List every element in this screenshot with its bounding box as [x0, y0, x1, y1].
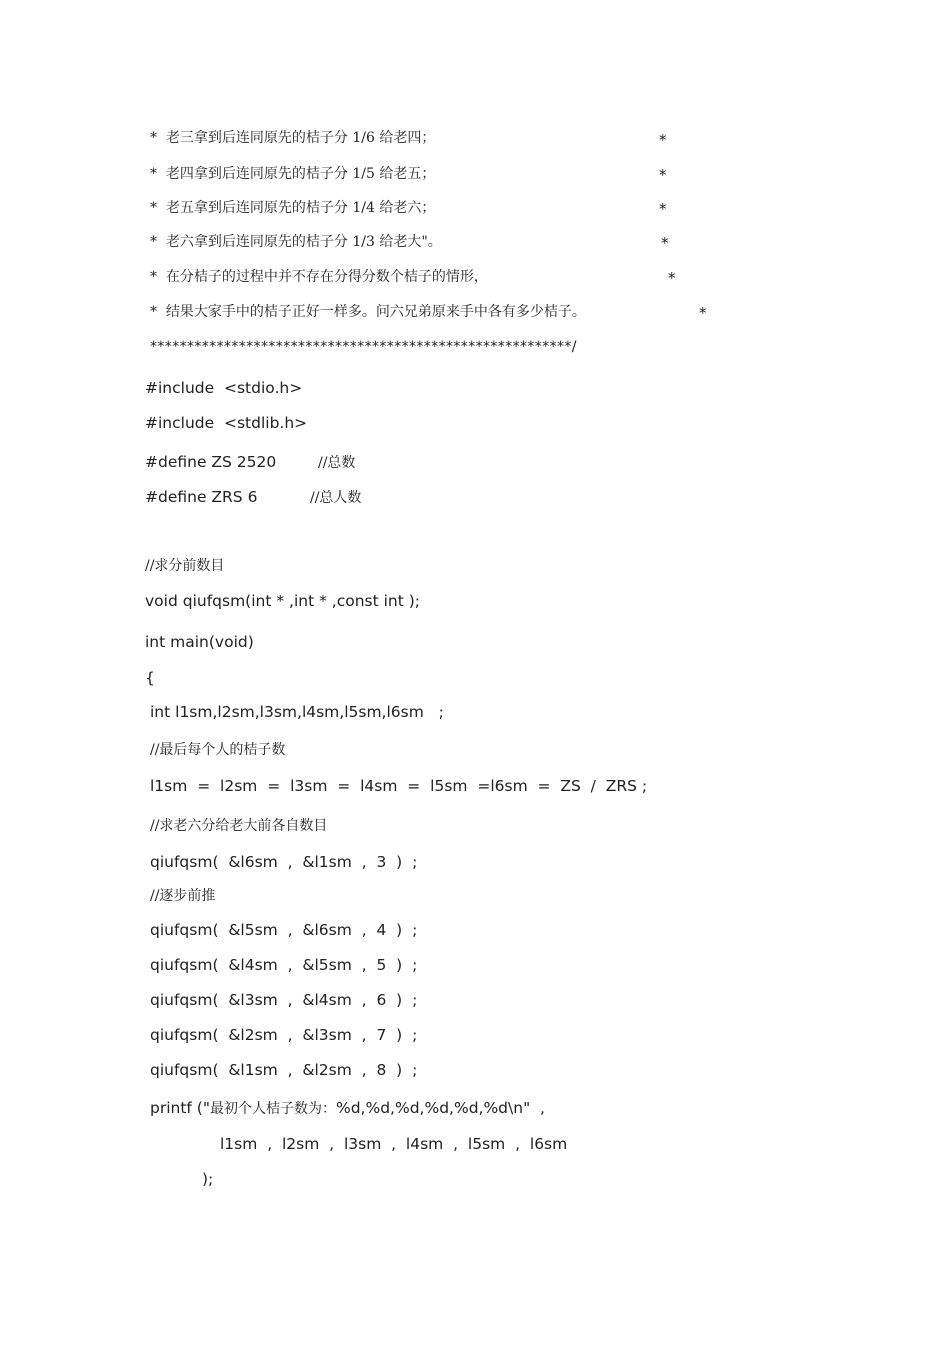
code-printf: [150, 1098, 545, 1119]
comment-star: *: [659, 200, 667, 218]
comment-star: *: [661, 234, 669, 252]
code-include-stdio: #include <stdio.h>: [145, 379, 303, 397]
code-call-2: qiufqsm( &l5sm , &l6sm , 4 ) ;: [150, 921, 418, 939]
code-define-zs: #define ZS 2520: [145, 453, 277, 471]
comment-line: * 在分桔子的过程中并不存在分得分数个桔子的情形，: [150, 269, 488, 285]
comment-line: * 老五拿到后连同原先的桔子分 1/4 给老六；: [150, 200, 436, 216]
code-main-signature: int main(void): [145, 633, 254, 651]
code-comment-step: //逐步前推: [150, 888, 216, 904]
code-define-zs-comment: //总数: [318, 455, 356, 471]
printf-chinese: 最初个人桔子数为：: [209, 1101, 336, 1117]
code-call-3: qiufqsm( &l4sm , &l5sm , 5 ) ;: [150, 956, 418, 974]
comment-line: * 老三拿到后连同原先的桔子分 1/6 给老四；: [150, 130, 436, 146]
code-comment-qiufqsm: //求分前数目: [145, 558, 225, 574]
code-call-6: qiufqsm( &l1sm , &l2sm , 8 ) ;: [150, 1061, 418, 1079]
code-include-stdlib: #include <stdlib.h>: [145, 414, 308, 432]
comment-star: *: [659, 166, 667, 184]
code-comment-last: //最后每个人的桔子数: [150, 742, 286, 758]
code-printf-args: l1sm , l2sm , l3sm , l4sm , l5sm , l6sm: [220, 1135, 568, 1153]
comment-closing: *********************************************************/: [150, 339, 577, 355]
code-call-4: qiufqsm( &l3sm , &l4sm , 6 ) ;: [150, 991, 418, 1009]
code-define-zrs-comment: //总人数: [310, 490, 362, 506]
code-call-5: qiufqsm( &l2sm , &l3sm , 7 ) ;: [150, 1026, 418, 1044]
code-call-1: qiufqsm( &l6sm , &l1sm , 3 ) ;: [150, 853, 418, 871]
comment-line: * 老四拿到后连同原先的桔子分 1/5 给老五；: [150, 166, 436, 182]
code-declaration: int l1sm,l2sm,l3sm,l4sm,l5sm,l6sm ;: [150, 703, 444, 721]
code-close-paren: );: [202, 1170, 214, 1188]
printf-start: printf (": [150, 1099, 210, 1117]
code-prototype: void qiufqsm(int * ,int * ,const int );: [145, 592, 421, 610]
code-define-zrs: #define ZRS 6: [145, 488, 258, 506]
code-assignment: l1sm = l2sm = l3sm = l4sm = l5sm =l6sm = ZS / ZRS ;: [150, 777, 648, 795]
comment-line: * 老六拿到后连同原先的桔子分 1/3 给老大"。: [150, 234, 442, 250]
printf-format: %d,%d,%d,%d,%d,%d\n" ,: [335, 1099, 545, 1117]
code-comment-laoliu: //求老六分给老大前各自数目: [150, 818, 328, 834]
comment-star: *: [668, 269, 676, 287]
code-open-brace: {: [145, 669, 155, 687]
comment-star: *: [699, 304, 707, 322]
comment-star: *: [659, 131, 667, 149]
comment-line: * 结果大家手中的桔子正好一样多。问六兄弟原来手中各有多少桔子。: [150, 304, 586, 320]
